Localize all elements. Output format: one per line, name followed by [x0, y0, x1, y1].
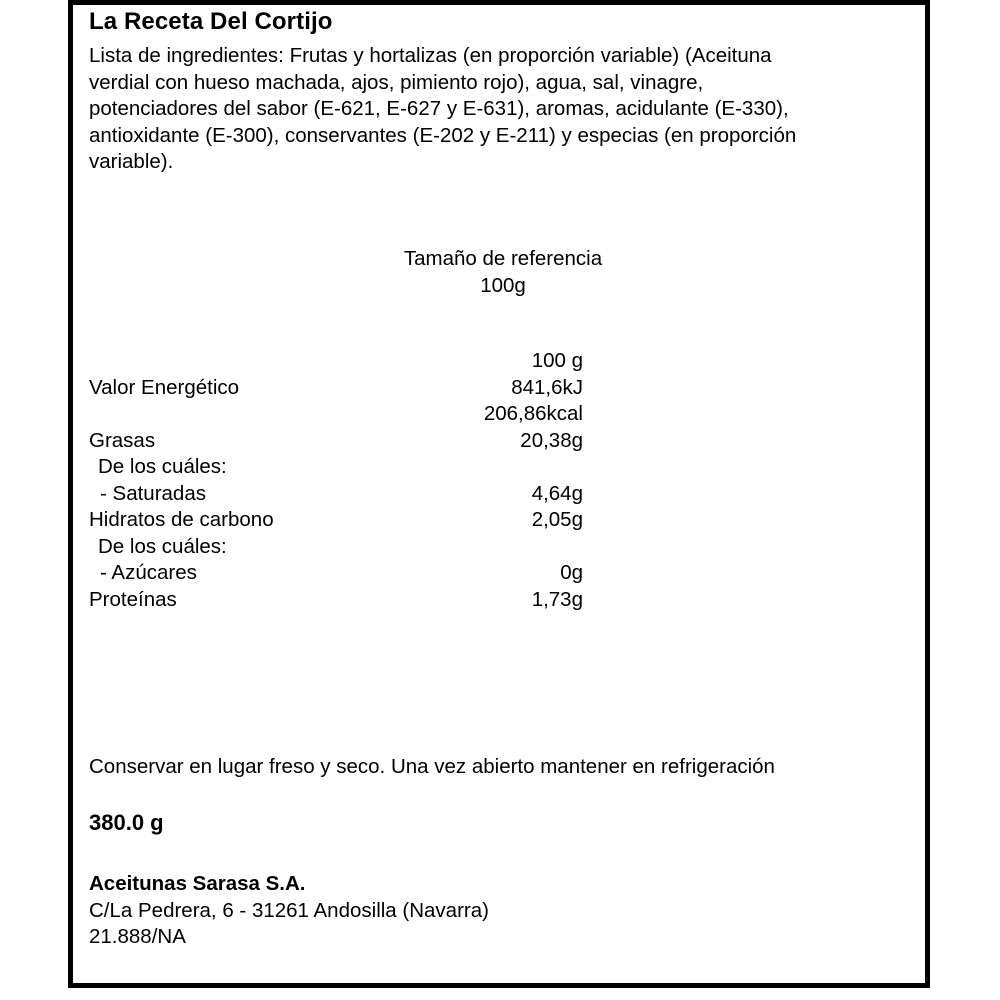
page-title: La Receta Del Cortijo	[89, 8, 333, 35]
reference-size-value: 100g	[480, 274, 526, 297]
table-row	[73, 482, 935, 509]
nutrient-label: De los cuáles:	[98, 534, 227, 558]
label-content	[73, 5, 935, 993]
table-row	[73, 508, 935, 535]
reference-size-label: Tamaño de referencia	[403, 247, 603, 270]
storage-instructions: Conservar en lugar freso y seco. Una vez abierto mantener en refrigeración	[89, 755, 775, 778]
table-header-row	[73, 349, 935, 376]
nutrient-value: 4,64g	[531, 481, 583, 505]
nutrition-column-header: 100 g	[531, 349, 583, 372]
ingredients-line: verdial con hueso machada, ajos, pimiento rojo), agua, sal, vinagre,	[89, 70, 704, 94]
table-row	[73, 455, 935, 482]
ingredients-line: Lista de ingredientes: Frutas y hortalizas (en proporción variable) (Aceituna	[89, 44, 772, 67]
nutrient-label: De los cuáles:	[98, 455, 227, 478]
ingredients-line: potenciadores del sabor (E-621, E-627 y E-631), aromas, acidulante (E-330),	[89, 97, 789, 120]
ingredients-line: variable).	[89, 150, 174, 173]
nutrient-value: 0g	[560, 561, 583, 584]
nutrient-label: - Azúcares	[100, 561, 197, 584]
ingredients-line: antioxidante (E-300), conservantes (E-202 y E-211) y especias (en proporción	[89, 123, 797, 147]
nutrient-value: 2,05g	[531, 508, 583, 531]
nutrient-value: 1,73g	[531, 587, 583, 611]
net-weight: 380.0 g	[89, 810, 164, 835]
manufacturer-name: Aceitunas Sarasa S.A.	[89, 872, 306, 895]
nutrient-value: 20,38g	[520, 428, 583, 452]
manufacturer-registration: 21.888/NA	[89, 925, 186, 948]
table-row	[73, 429, 935, 456]
reference-size-block	[373, 245, 633, 299]
table-row	[73, 535, 935, 562]
nutrition-table	[73, 349, 935, 614]
manufacturer-address: C/La Pedrera, 6 - 31261 Andosilla (Navarra)	[89, 898, 489, 922]
nutrient-label: - Saturadas	[100, 481, 206, 505]
nutrient-label: Valor Energético	[89, 375, 240, 399]
label-frame	[68, 0, 930, 988]
nutrient-value: 841,6kJ	[511, 375, 583, 399]
table-row	[73, 376, 935, 403]
manufacturer-block	[89, 871, 489, 951]
table-row	[73, 588, 935, 615]
nutrient-value: 206,86kcal	[483, 402, 583, 425]
nutrient-label: Hidratos de carbono	[89, 508, 274, 531]
ingredients-block	[89, 43, 919, 176]
table-row	[73, 561, 935, 588]
table-row	[73, 402, 935, 429]
nutrient-label: Grasas	[89, 428, 156, 452]
nutrient-label: Proteínas	[89, 587, 177, 611]
